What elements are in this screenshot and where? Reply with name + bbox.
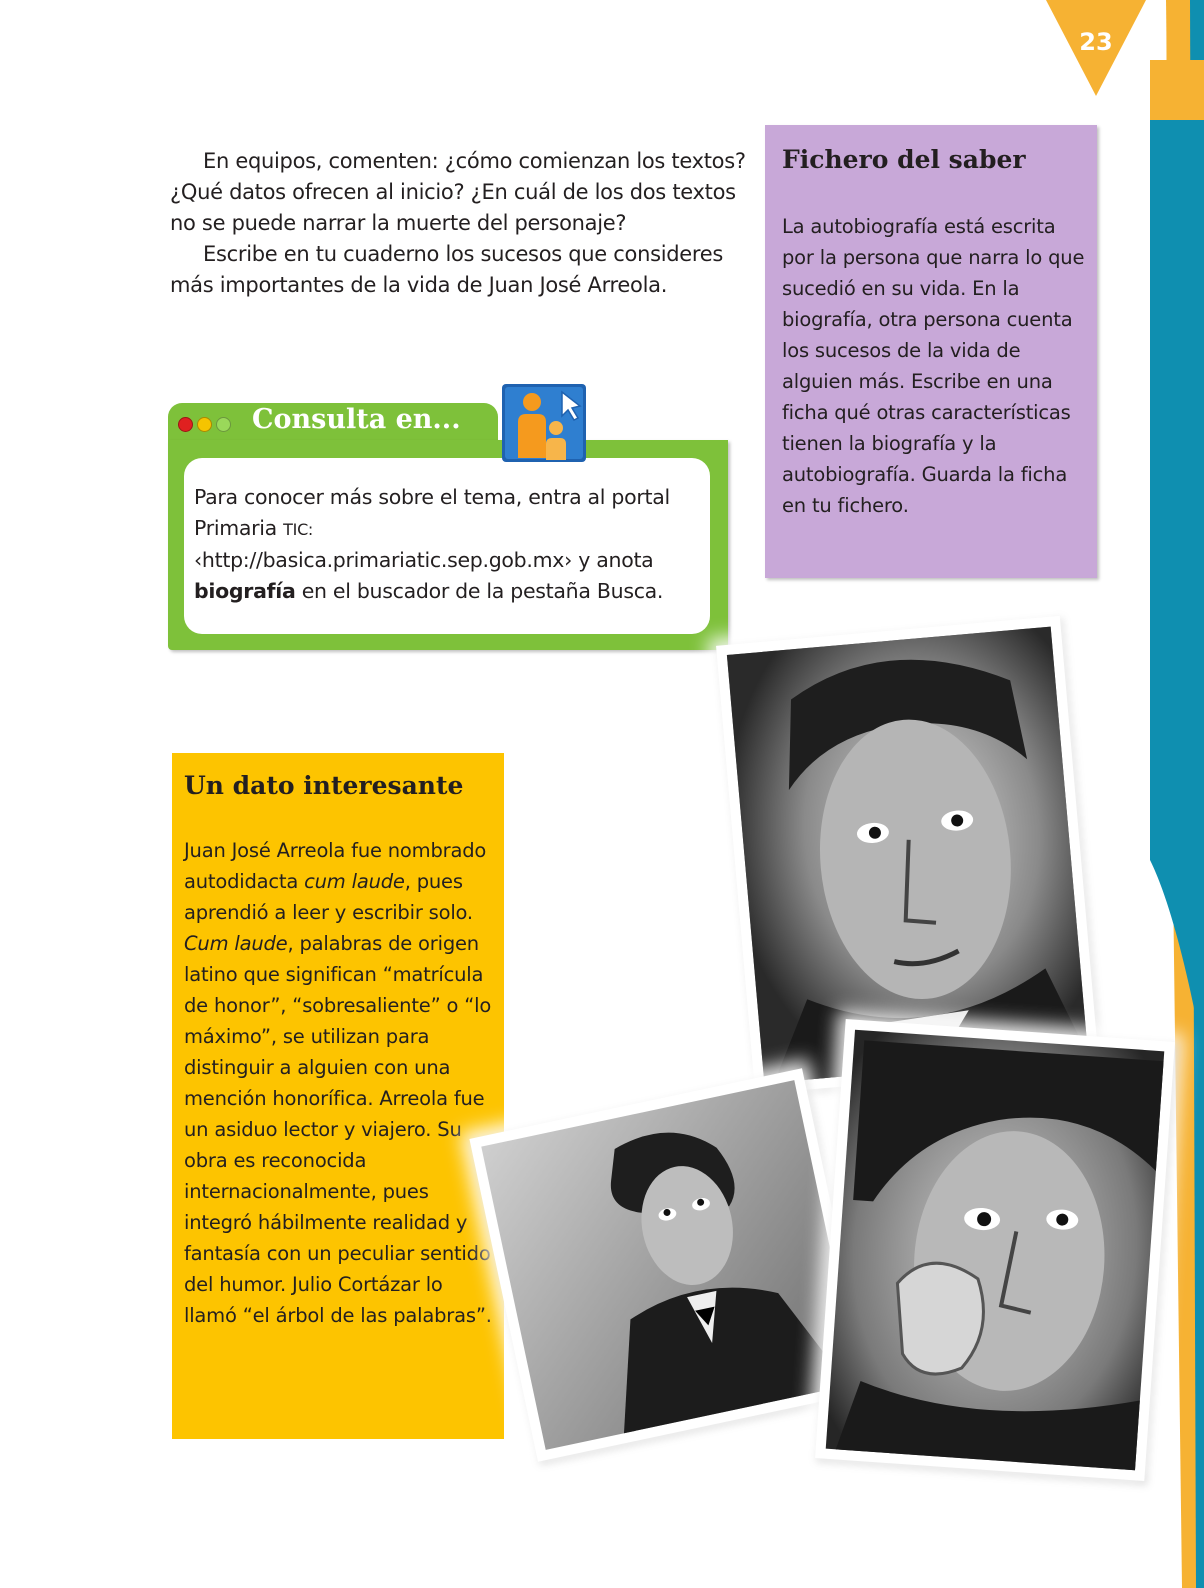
users-cursor-icon	[502, 384, 586, 462]
consulta-text-1: Para conocer más sobre el tema, entra al portal Primaria	[194, 485, 670, 540]
consulta-tic: TIC:	[283, 520, 314, 539]
portrait-illustration-2	[469, 1068, 870, 1461]
consulta-text-2: y anota	[571, 548, 654, 572]
dato-text-3: , palabras de origen latino que significan “matrícula de honor”, “sobresaliente” o “lo máximo”, se utilizan para distinguir a alguien con una mención honorífica. Arreola fue un asiduo lector y viajero. Su obra es reconocida internacionalmente, pues integró hábilmente realidad y fantasía con un peculiar sentido del humor. Julio Cortázar lo llamó “el árbol de las palabras”.	[184, 932, 492, 1327]
consulta-text	[194, 482, 714, 607]
fichero-title: Fichero del saber	[782, 145, 1026, 174]
portrait-photo-left	[469, 1068, 870, 1461]
fichero-del-saber-box	[765, 125, 1097, 578]
dato-interesante-box	[172, 753, 504, 1439]
dato-body	[184, 835, 500, 1331]
intro-paragraph-2: Escribe en tu cuaderno los sucesos que consideres más importantes de la vida de Juan José Arreola.	[170, 242, 724, 297]
dato-italic-2: Cum laude	[184, 932, 288, 955]
consulta-keyword: biografía	[194, 579, 296, 603]
intro-paragraph-1: En equipos, comenten: ¿cómo comienzan los textos? ¿Qué datos ofrecen al inicio? ¿En cuál de los dos textos no se puede narrar la muerte del personaje?	[170, 149, 746, 235]
fichero-body: La autobiografía está escrita por la persona que narra lo que sucedió en su vida. En la biografía, otra persona cuenta los sucesos de la vida de alguien más. Escribe en una ficha qué otras características tienen la biografía y la autobiografía. Guarda la ficha en tu fichero.	[782, 215, 1085, 517]
portrait-photo-bottom	[815, 1019, 1175, 1481]
red-dot-icon	[178, 417, 193, 432]
page-number: 23	[1079, 28, 1113, 56]
window-dots	[178, 417, 235, 436]
consulta-title: Consulta en...	[252, 404, 461, 435]
dato-title: Un dato interesante	[184, 771, 464, 800]
portrait-illustration-3	[815, 1019, 1175, 1481]
yellow-dot-icon	[197, 417, 212, 432]
consulta-url-link[interactable]: ‹http://basica.primariatic.sep.gob.mx›	[194, 548, 572, 572]
dato-text-1: Juan José Arreola fue nombrado autodidacta	[184, 839, 487, 893]
dato-text-2: , pues aprendió a leer y escribir solo.	[184, 870, 473, 924]
intro-text	[170, 146, 760, 301]
green-dot-icon	[216, 417, 231, 432]
consulta-box	[168, 384, 728, 656]
dato-italic-1: cum laude	[304, 870, 405, 893]
consulta-text-3: en el buscador de la pestaña Busca.	[295, 579, 664, 603]
